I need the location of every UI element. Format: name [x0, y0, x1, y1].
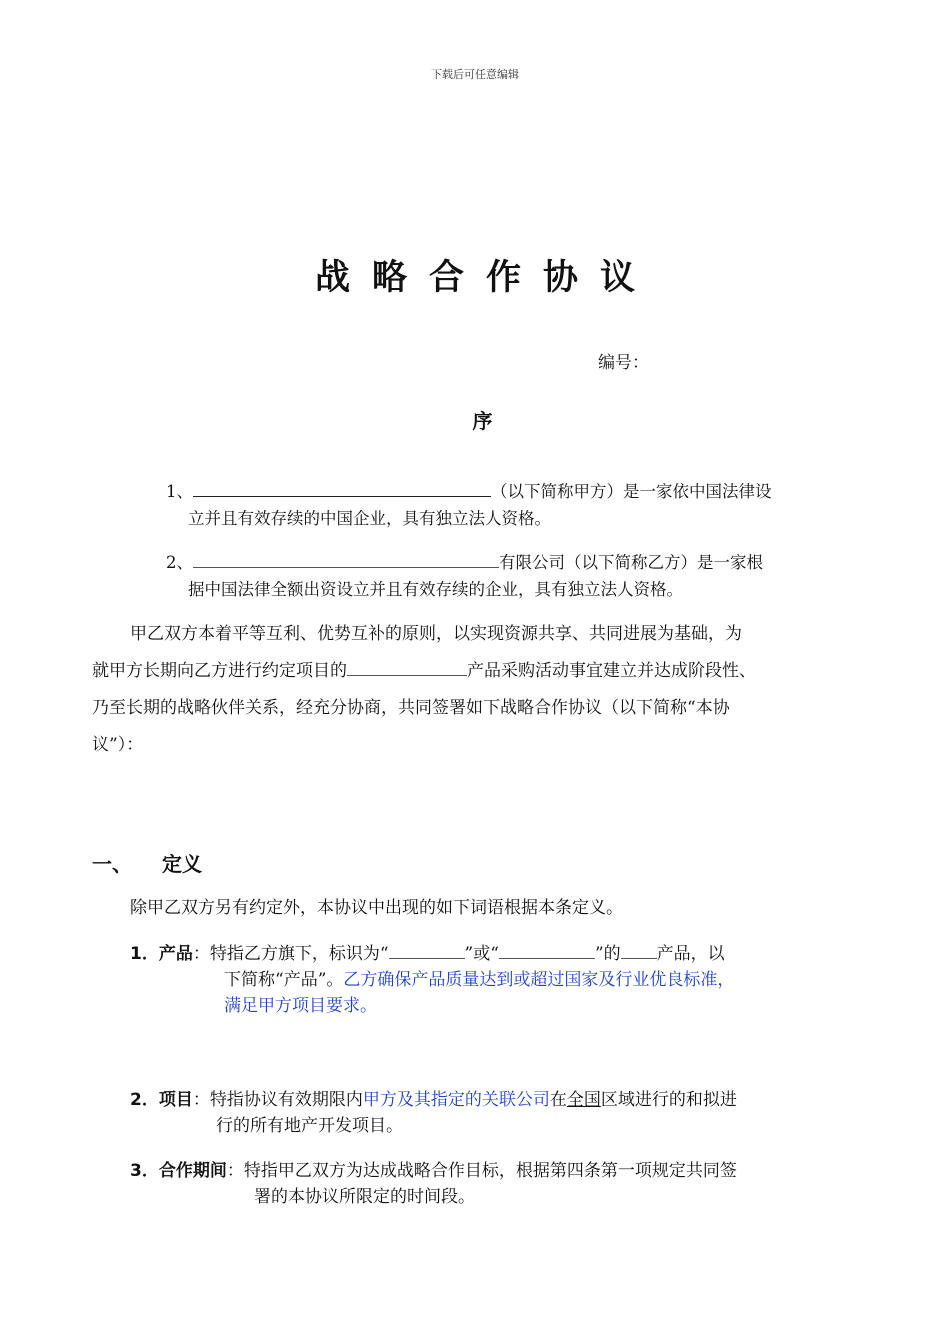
- party-b-index: 2、: [166, 553, 193, 572]
- party-a-desc: （以下简称甲方）是一家依中国法律设: [491, 482, 772, 501]
- item-3-text: ：特指甲乙双方为达成战略合作目标，根据第四条第一项规定共同签: [226, 1161, 737, 1181]
- document-number-label: 编号：: [598, 353, 649, 373]
- item-1-text-a: ：特指乙方旗下，标识为“: [192, 944, 389, 964]
- section-1-heading: [92, 848, 202, 877]
- intro-line1: 甲乙双方本着平等互利、优势互补的原则，以实现资源共享、共同进展为基础，为: [130, 624, 742, 644]
- section-1-title: 定义: [162, 852, 202, 876]
- preface-title: 序: [472, 409, 493, 433]
- item-2-affiliate-text: 甲方及其指定的关联公司: [362, 1090, 550, 1110]
- product-mark-blank-2[interactable]: [499, 944, 595, 959]
- product-type-blank[interactable]: [621, 944, 657, 959]
- item-1-line2-a: 下简称“产品”。: [224, 970, 344, 990]
- item-2-label: 2．项目: [130, 1090, 193, 1110]
- party-a-name-blank[interactable]: [193, 481, 491, 497]
- party-b-line1: [166, 550, 763, 576]
- product-mark-blank-1[interactable]: [389, 944, 465, 959]
- section-1-number: 一、: [92, 852, 132, 876]
- party-a-line2: 立并且有效存续的中国企业，具有独立法人资格。: [188, 509, 551, 528]
- item-1-quality-text: 乙方确保产品质量达到或超过国家及行业优良标准，: [343, 970, 735, 990]
- document-title: 战略合作协议: [314, 258, 657, 298]
- header-note: 下载后可任意编辑: [431, 68, 519, 81]
- item-2-line2: 行的所有地产开发项目。: [216, 1116, 403, 1136]
- item-2-text-b: 在: [549, 1090, 567, 1110]
- item-2-line1: [130, 1087, 737, 1113]
- item-3-label: 3．合作期间: [130, 1161, 227, 1181]
- party-b-line2: 据中国法律全额出资设立并且有效存续的企业，具有独立法人资格。: [188, 580, 683, 599]
- item-3-line1: [130, 1158, 737, 1184]
- project-blank[interactable]: [347, 661, 467, 676]
- item-2-text-a: ：特指协议有效期限内: [192, 1090, 363, 1110]
- intro-line2-b: 产品采购活动事宜建立并达成阶段性、: [467, 661, 756, 681]
- party-b-desc: 有限公司（以下简称乙方）是一家根: [499, 553, 763, 572]
- intro-line4: 议”）：: [92, 735, 144, 755]
- intro-line2: [92, 653, 756, 690]
- item-1-line1: [130, 941, 725, 967]
- item-1-text-b: ”或“: [464, 944, 499, 964]
- intro-line3: 乃至长期的战略伙伴关系，经充分协商，共同签署如下战略合作协议（以下简称“本协: [92, 698, 730, 718]
- intro-line2-a: 就甲方长期向乙方进行约定项目的: [92, 661, 347, 681]
- party-a-index: 1、: [166, 482, 193, 501]
- item-2-region-text: 全国: [566, 1090, 601, 1110]
- party-a-line1: [166, 479, 772, 505]
- item-1-line3: 满足甲方项目要求。: [224, 996, 377, 1016]
- item-1-text-d: 产品，以: [656, 944, 725, 964]
- item-2-text-c: 区域进行的和拟进: [600, 1090, 737, 1110]
- item-1-label: 1．产品: [130, 944, 193, 964]
- section-1-lead: 除甲乙双方另有约定外，本协议中出现的如下词语根据本条定义。: [130, 898, 623, 918]
- item-1-line2: [224, 967, 734, 993]
- party-b-name-blank[interactable]: [193, 553, 499, 568]
- item-1-text-c: ”的: [594, 944, 621, 964]
- item-3-line2: 署的本协议所限定的时间段。: [254, 1187, 475, 1207]
